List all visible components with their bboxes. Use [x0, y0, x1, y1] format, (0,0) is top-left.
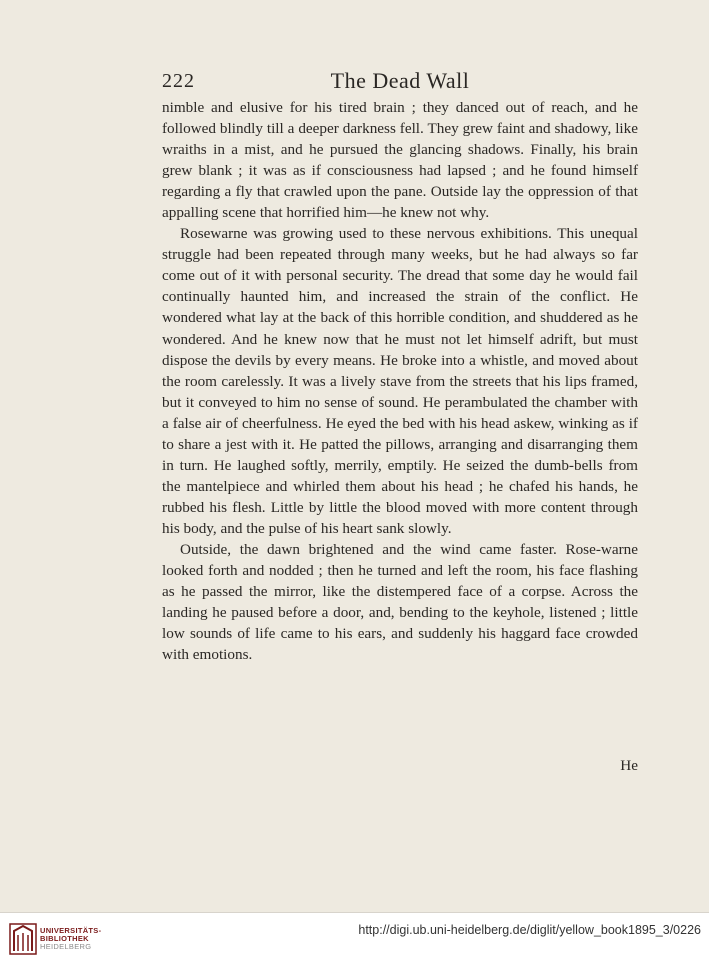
library-name[interactable]	[40, 927, 101, 951]
library-name-line1: UNIVERSITÄTS-	[40, 926, 102, 935]
page-header	[162, 68, 638, 98]
university-library-logo-icon[interactable]	[8, 921, 38, 957]
library-name-line2: BIBLIOTHEK	[40, 934, 89, 943]
paragraph-3: Outside, the dawn brightened and the wind came faster. Rose-warne looked forth and nodded ; then he turned and left the room, his face flashing as he passed the mirror, like the distempered face of a corpse. Across the landing he paused before a door, and, bending to the keyhole, listened ; little low sounds of life came to his ears, and suddenly his haggard face crowded with emotions.	[162, 540, 638, 664]
running-title: The Dead Wall	[330, 68, 470, 93]
body-text	[162, 97, 638, 665]
viewer-footer	[0, 912, 709, 964]
catchword: He	[620, 757, 638, 774]
page-number: 222	[162, 70, 195, 92]
source-url-link[interactable]: http://digi.ub.uni-heidelberg.de/diglit/yellow_book1895_3/0226	[358, 923, 701, 937]
paragraph-2: Rosewarne was growing used to these nervous exhibitions. This unequal struggle had been repeated through many weeks, but he had always so far come out of it with personal security. The dread that some day he would fail continually haunted him, and increased the strain of the conflict. He wondered what lay at the back of this horrible condition, and shuddered as he wondered. And he knew now that he must not let himself adrift, but must dispose the devils by every means. He broke into a whistle, and moved about the room carelessly. It was a lively stave from the streets that his lips framed, but it conveyed to him no sense of sound. He perambulated the chamber with a false air of cheerfulness. He eyed the bed with his head askew, winking as if to share a jest with it. He patted the pillows, arranging and disarranging them in turn. He laughed softly, merrily, emptily. He seized the dumb-bells from the mantelpiece and whirled them about his head ; he chafed his hands, he rubbed his flesh. Little by little the blood moved with more content through his body, and the pulse of his heart sank slowly.	[162, 225, 638, 537]
library-name-line3: HEIDELBERG	[40, 942, 92, 951]
paragraph-1: nimble and elusive for his tired brain ; they danced out of reach, and he followed blindly till a deeper darkness fell. They grew faint and shadowy, like wraiths in a mist, and he pursued the glancing shadows. Finally, his brain grew blank ; it was as if consciousness had lapsed ; and he found himself regarding a fly that crawled upon the pane. Outside lay the oppression of that appalling scene that horrified him—he knew not why.	[162, 99, 638, 222]
